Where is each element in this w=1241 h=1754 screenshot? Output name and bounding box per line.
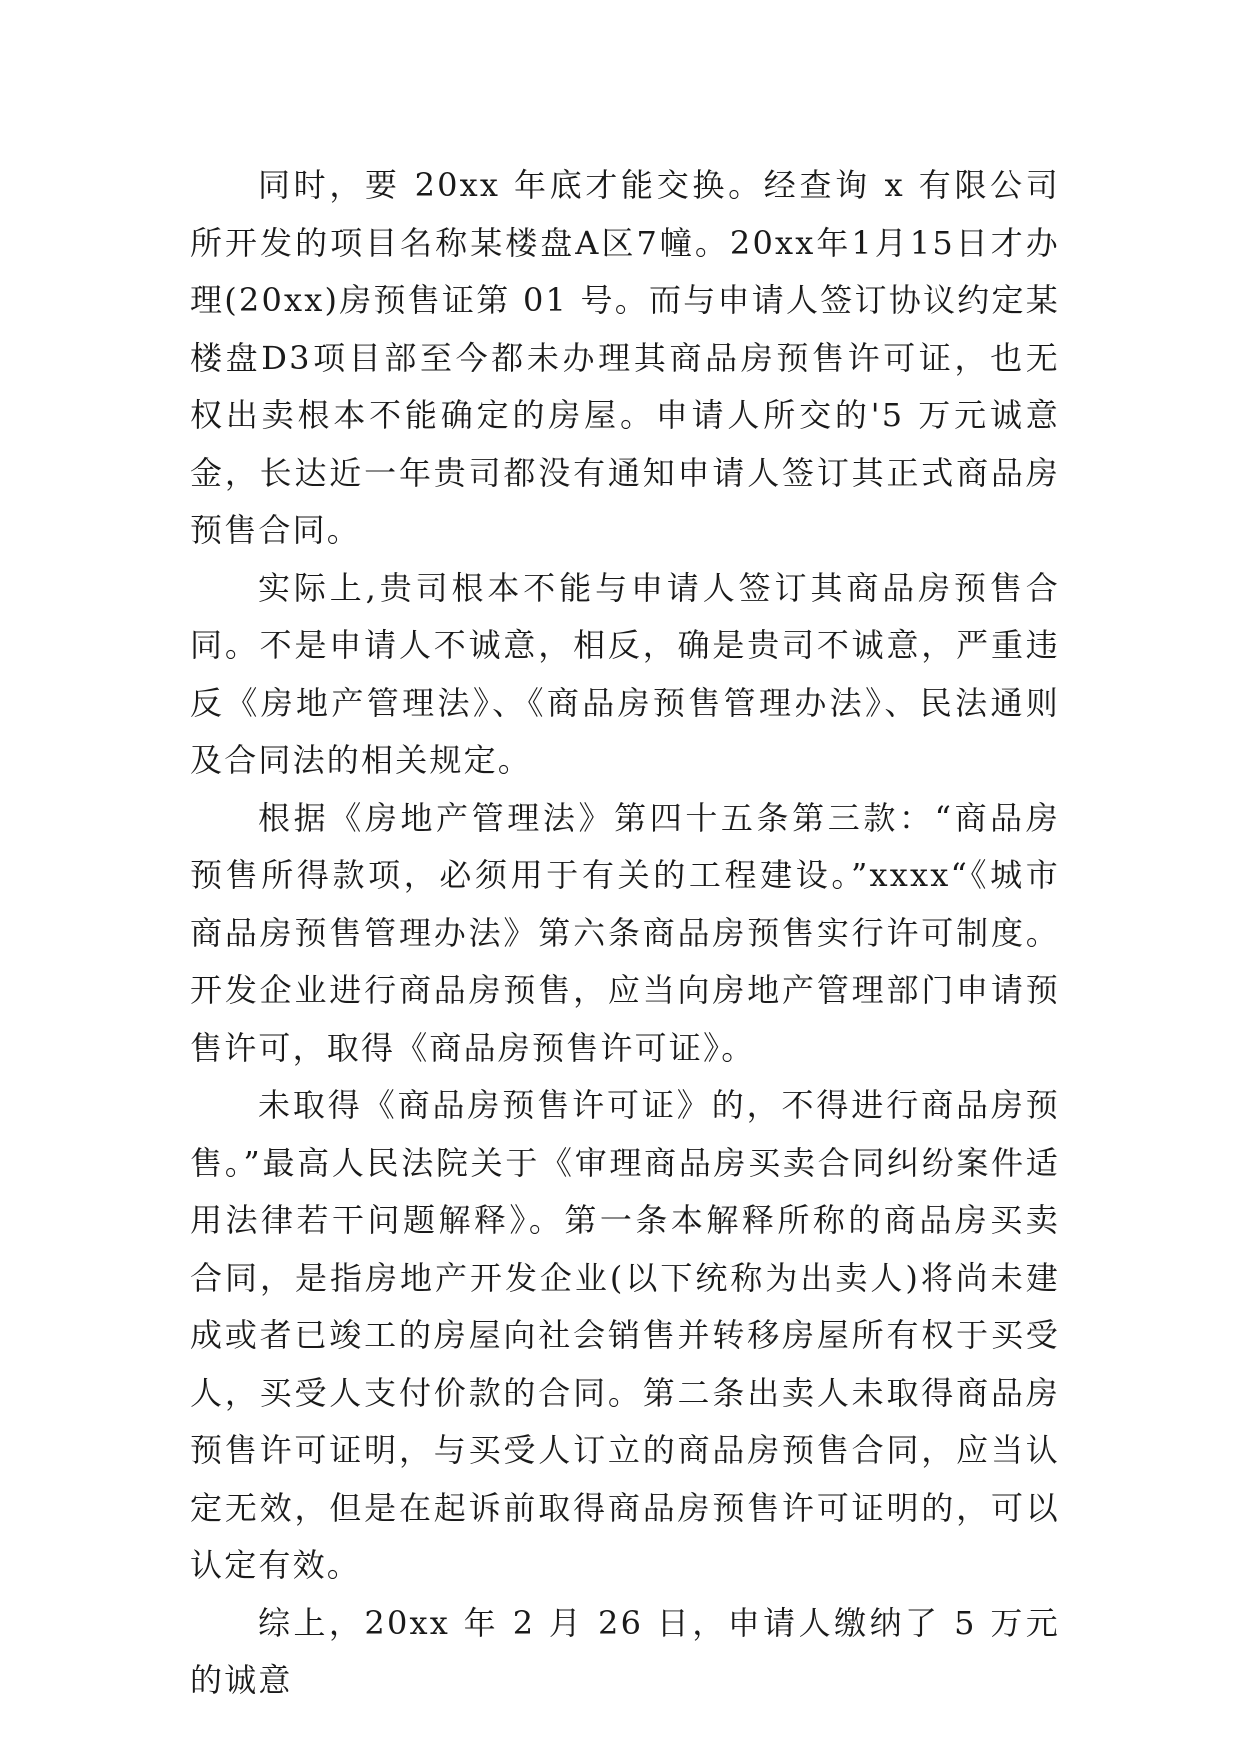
paragraph-4: 未取得《商品房预售许可证》的，不得进行商品房预售。”最高人民法院关于《审理商品房买卖合同纠纷案件适用法律若干问题解释》。第一条本解释所称的商品房买卖合同，是指房地产开发企业(以下统称为出卖人)将尚未建成或者已竣工的房屋向社会销售并转移房屋所有权于买受人，买受人支付价款的合同。第二条出卖人未取得商品房预售许可证明，与买受人订立的商品房预售合同，应当认定无效，但是在起诉前取得商品房预售许可证明的，可以认定有效。 (190, 1086, 1060, 1584)
paragraph-2: 实际上,贵司根本不能与申请人签订其商品房预售合同。不是申请人不诚意，相反，确是贵司不诚意，严重违反《房地产管理法》、《商品房预售管理办法》、民法通则及合同法的相关规定。 (190, 568, 1060, 779)
paragraph-1: 同时，要 20xx 年底才能交换。经查询 x 有限公司所开发的项目名称某楼盘A区7幢。20xx年1月15日才办理(20xx)房预售证第 01 号。而与申请人签订协议约定某楼盘D3项目部至今都未办理其商品房预售许可证，也无权出卖根本不能确定的房屋。申请人所交的'5 万元诚意金，长达近一年贵司都没有通知申请人签订其正式商品房预售合同。 (190, 166, 1060, 549)
document-body (190, 157, 1060, 1710)
paragraph-3: 根据《房地产管理法》第四十五条第三款：“商品房预售所得款项，必须用于有关的工程建设。”xxxx“《城市商品房预售管理办法》第六条商品房预售实行许可制度。开发企业进行商品房预售，应当向房地产管理部门申请预售许可，取得《商品房预售许可证》。 (190, 798, 1060, 1067)
paragraph-5: 综上，20xx 年 2 月 26 日，申请人缴纳了 5 万元的诚意 (190, 1603, 1060, 1699)
